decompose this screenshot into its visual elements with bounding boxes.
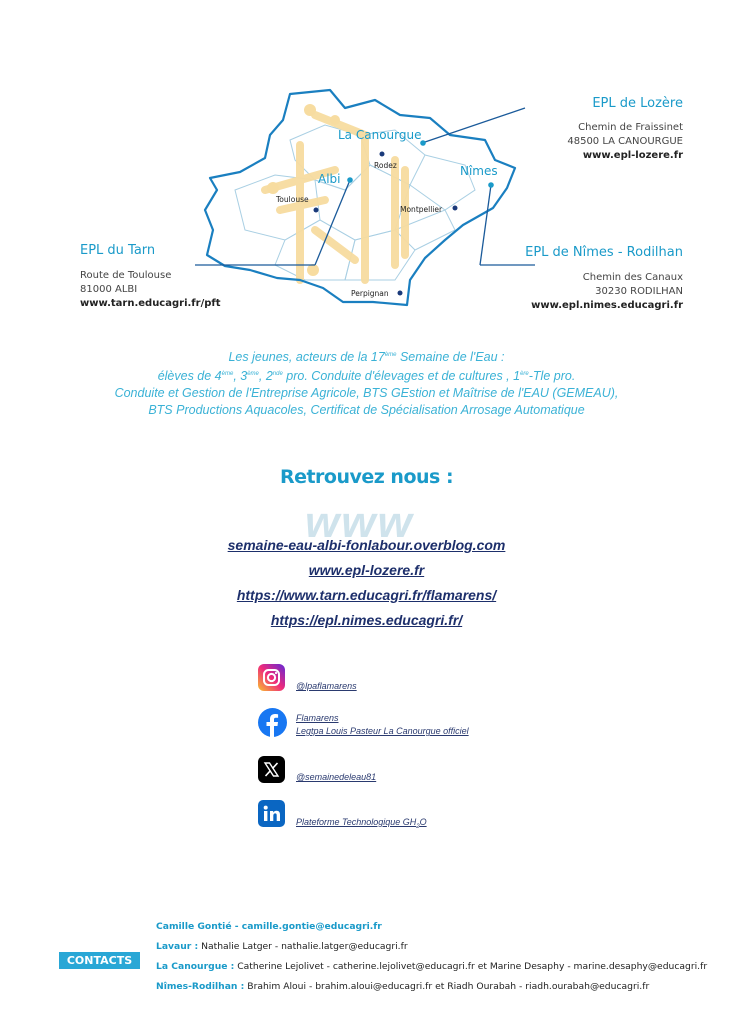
www-watermark: www	[305, 498, 414, 547]
link-epl-nimes[interactable]: https://epl.nimes.educagri.fr/	[270, 612, 463, 628]
nimes-dot	[488, 182, 494, 188]
x-icon	[258, 756, 285, 783]
montpellier-dot	[453, 206, 458, 211]
contacts-badge: CONTACTS	[59, 952, 140, 969]
city-perpignan: Perpignan	[351, 289, 389, 298]
intro-l2d: pro. Conduite d'élevages et de cultures , 1	[282, 369, 521, 384]
perpignan-dot	[398, 291, 403, 296]
rodez-dot	[380, 152, 385, 157]
city-rodez: Rodez	[374, 161, 397, 170]
intro-l2sup2: ème	[247, 371, 259, 378]
facebook-page-1[interactable]: Flamarens	[296, 713, 339, 723]
site-nimes-web[interactable]: www.epl.nimes.educagri.fr	[531, 300, 683, 311]
contact-lacanourgue-label: La Canourgue :	[156, 961, 235, 972]
intro-l2sup4: ère	[520, 371, 529, 378]
intro-l1b: Semaine de l'Eau :	[396, 350, 505, 365]
facebook-text[interactable]	[296, 712, 469, 738]
city-albi: Albi	[318, 172, 341, 186]
intro-l2c: , 2	[258, 369, 273, 384]
contacts-list	[156, 917, 707, 997]
intro-l2sup3: nde	[272, 371, 283, 378]
site-nimes-line2: 30230 RODILHAN	[595, 286, 683, 297]
contact-lavaur-label: Lavaur :	[156, 941, 199, 952]
retrouvez-heading: Retrouvez nous :	[279, 466, 454, 488]
linkedin-icon	[258, 800, 285, 827]
site-tarn-title: EPL du Tarn	[80, 243, 156, 258]
link-overblog[interactable]: semaine-eau-albi-fonlabour.overblog.com	[227, 537, 506, 553]
site-lozere-web[interactable]: www.epl-lozere.fr	[582, 150, 683, 161]
instagram-handle[interactable]: @lpaflamarens	[296, 681, 357, 691]
city-montpellier: Montpellier	[400, 205, 443, 214]
site-nimes-line1: Chemin des Canaux	[582, 272, 683, 283]
site-tarn-line2: 81000 ALBI	[80, 284, 138, 295]
site-nimes-title: EPL de Nîmes - Rodilhan	[525, 245, 683, 260]
facebook-icon	[258, 708, 287, 737]
instagram-icon	[258, 664, 285, 691]
site-tarn	[80, 243, 280, 311]
city-la-canourgue: La Canourgue	[338, 128, 422, 142]
facebook-page-2[interactable]: Legtpa Louis Pasteur La Canourgue officiel	[296, 726, 469, 736]
contact-lavaur: Nathalie Latger - nathalie.latger@educagri.fr	[198, 941, 408, 952]
contact-camille: Camille Gontié - camille.gontie@educagri.fr	[156, 921, 382, 932]
city-toulouse: Toulouse	[276, 195, 309, 204]
contact-lacanourgue: Catherine Lejolivet - catherine.lejolivet@educagri.fr et Marine Desaphy - marine.desaphy@educagri.fr	[234, 961, 708, 972]
intro-l2e: -Tle pro.	[528, 369, 576, 384]
intro-l2a: élèves de 4	[157, 369, 222, 384]
site-nimes	[443, 245, 683, 313]
site-tarn-web[interactable]: www.tarn.educagri.fr/pft	[80, 298, 221, 309]
intro-text	[60, 347, 673, 419]
link-tarn-flamarens[interactable]: https://www.tarn.educagri.fr/flamarens/	[236, 587, 497, 603]
intro-l4: BTS Productions Aquacoles, Certificat de Spécialisation Arrosage Automatique	[148, 403, 585, 418]
linkedin-sub: 2	[416, 823, 420, 830]
city-nimes: Nîmes	[460, 164, 498, 178]
intro-l1sup: ème	[384, 352, 397, 358]
intro-l2sup1: ème	[221, 371, 234, 378]
x-handle[interactable]: @semainedeleau81	[296, 772, 377, 782]
albi-dot	[347, 177, 353, 183]
site-lozere	[463, 96, 683, 163]
contact-nimes-label: Nîmes-Rodilhan :	[156, 981, 245, 992]
intro-l2b: , 3	[233, 369, 248, 384]
intro-l3: Conduite et Gestion de l'Entreprise Agricole, BTS GEstion et Maîtrise de l'EAU (GEMEAU),	[114, 386, 619, 401]
toulouse-dot	[314, 208, 319, 213]
site-lozere-line2: 48500 LA CANOURGUE	[567, 136, 683, 147]
linkedin-text-a: Plateforme Technologique GH	[296, 817, 417, 827]
contact-nimes: Brahim Aloui - brahim.aloui@educagri.fr et Riadh Ourabah - riadh.ourabah@educagri.fr	[244, 981, 650, 992]
site-lozere-title: EPL de Lozère	[592, 96, 683, 111]
site-tarn-line1: Route de Toulouse	[80, 270, 172, 281]
linkedin-text-b: O	[419, 817, 427, 827]
link-epl-lozere[interactable]: www.epl-lozere.fr	[308, 562, 425, 578]
site-lozere-line1: Chemin de Fraissinet	[578, 122, 683, 133]
linkedin-text[interactable]	[296, 816, 427, 834]
intro-l1a: Les jeunes, acteurs de la 17	[228, 350, 385, 365]
